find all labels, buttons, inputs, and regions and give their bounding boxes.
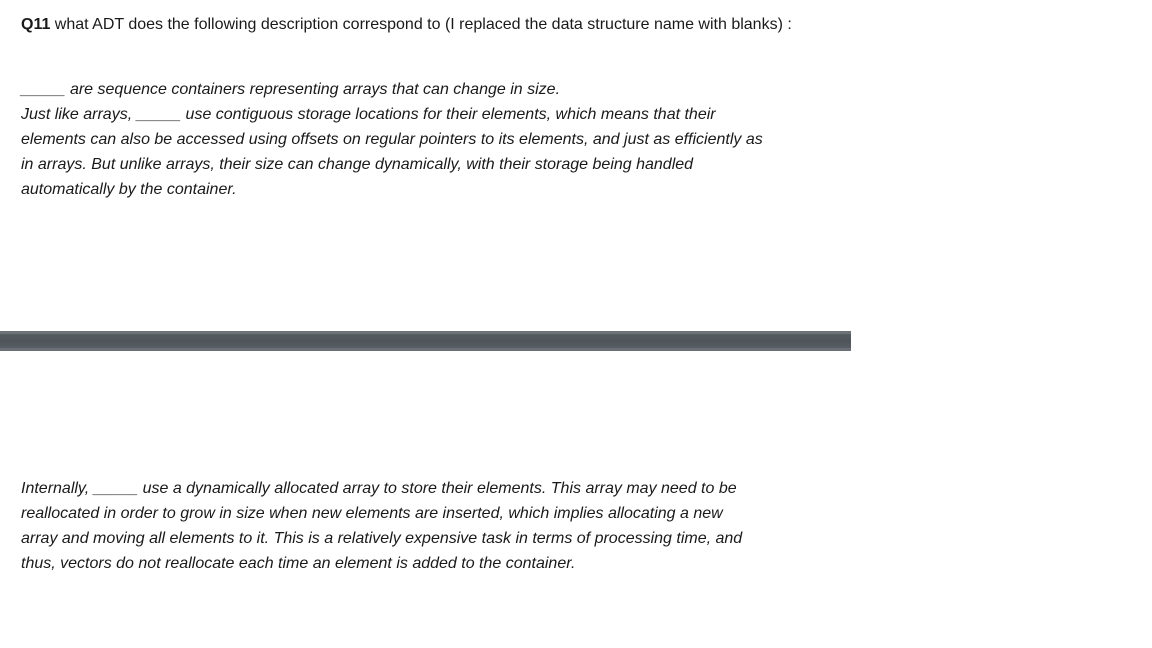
paragraph-line: elements can also be accessed using offsets on regular pointers to its elements, and just as efficiently as [21,131,763,148]
question-number: Q11 [21,16,51,33]
paragraph-line: reallocated in order to grow in size when new elements are inserted, which implies allocating a new [21,505,723,522]
line-text: use contiguous storage locations for their elements, which means that their [181,106,716,123]
paragraph-line [21,476,742,501]
paragraph-line [21,102,763,127]
page-divider-bar [0,331,851,351]
paragraph-line: in arrays. But unlike arrays, their size can change dynamically, with their storage being handled [21,156,694,173]
line-text: Just like arrays, [21,106,137,123]
question-text: what ADT does the following description correspond to (I replaced the data structure name with blanks) : [50,16,792,33]
line-text: use a dynamically allocated array to store their elements. This array may need to be [138,480,737,497]
paragraph-line [21,77,763,102]
question-prompt [21,13,821,37]
line-text: Internally, [21,480,94,497]
blank-placeholder: _____ [21,81,66,98]
paragraph-line: array and moving all elements to it. This is a relatively expensive task in terms of processing time, and [21,530,743,547]
description-paragraph-2 [21,476,742,576]
line-text: are sequence containers representing arrays that can change in size. [65,81,561,98]
paragraph-line: thus, vectors do not reallocate each time an element is added to the container. [21,555,576,572]
paragraph-line: automatically by the container. [21,181,237,198]
blank-placeholder: _____ [93,480,139,497]
blank-placeholder: _____ [136,106,182,123]
description-paragraph-1 [21,77,763,202]
